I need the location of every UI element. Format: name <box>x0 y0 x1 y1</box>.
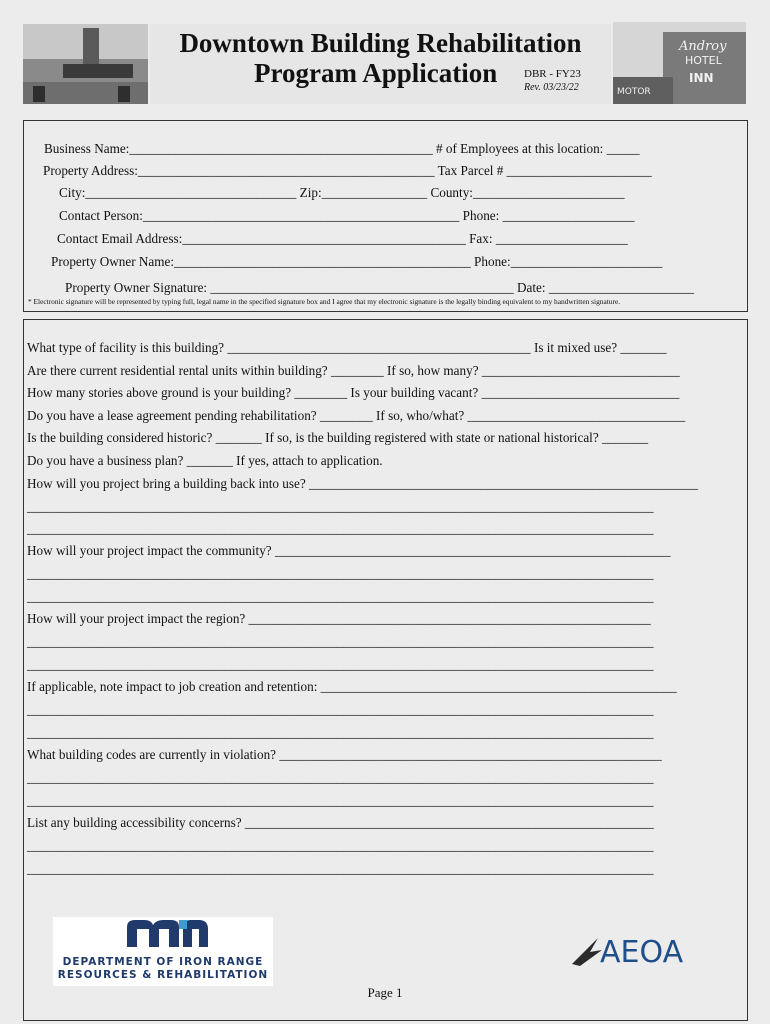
answer-line[interactable]: _______________________________________________________________________________________________ <box>27 793 654 808</box>
answer-line[interactable]: _______________________________________________________________________________________________ <box>27 770 654 785</box>
answer-line[interactable]: _______________________________________________________________________________________________ <box>27 657 654 672</box>
owner-name-line[interactable]: Property Owner Name:_____________________________________________ Phone:_______________________ <box>51 254 663 269</box>
project-questions-box <box>23 319 748 1021</box>
code-violation-question[interactable]: What building codes are currently in violation? __________________________________________________________ <box>27 747 662 762</box>
building-photo-left <box>23 24 148 104</box>
page-number: Page 1 <box>367 985 403 1000</box>
stories-question[interactable]: How many stories above ground is your building? ________ Is your building vacant? ______________________________ <box>27 385 680 400</box>
sign-text-3: INN <box>689 71 714 85</box>
form-code: DBR - FY23 <box>524 68 581 80</box>
community-impact-question[interactable]: How will your project impact the community? ____________________________________________________________ <box>27 543 671 558</box>
answer-line[interactable]: _______________________________________________________________________________________________ <box>27 589 654 604</box>
owner-signature-line[interactable]: Property Owner Signature: ______________________________________________ Date: ______________________ <box>65 280 694 295</box>
hotel-sign-photo <box>613 22 746 104</box>
answer-line[interactable]: _______________________________________________________________________________________________ <box>27 634 654 649</box>
form-code-block <box>524 68 581 94</box>
answer-line[interactable]: _______________________________________________________________________________________________ <box>27 838 654 853</box>
answer-line[interactable]: _______________________________________________________________________________________________ <box>27 521 654 536</box>
sign-text-4: MOTOR <box>617 87 651 97</box>
revision-date: Rev. 03/23/22 <box>524 82 579 93</box>
answer-line[interactable]: _______________________________________________________________________________________________ <box>27 861 654 876</box>
title-line-2: Program Application <box>254 58 498 88</box>
answer-line[interactable]: _______________________________________________________________________________________________ <box>27 566 654 581</box>
iron-range-logo <box>53 917 273 986</box>
job-impact-question[interactable]: If applicable, note impact to job creation and retention: ______________________________________________________ <box>27 679 677 694</box>
property-address-line[interactable]: Property Address:_____________________________________________ Tax Parcel # ______________________ <box>43 163 652 178</box>
accessibility-question[interactable]: List any building accessibility concerns? ______________________________________________________________ <box>27 815 654 830</box>
dept-line-1: DEPARTMENT OF IRON RANGE <box>62 956 264 968</box>
answer-line[interactable]: _______________________________________________________________________________________________ <box>27 702 654 717</box>
business-plan-question[interactable]: Do you have a business plan? _______ If yes, attach to application. <box>27 453 383 468</box>
title-line-1: Downtown Building Rehabilitation <box>179 28 582 58</box>
answer-line[interactable]: _______________________________________________________________________________________________ <box>27 499 654 514</box>
city-line[interactable]: City:________________________________ Zip:________________ County:_______________________ <box>59 185 625 200</box>
historic-question[interactable]: Is the building considered historic? _______ If so, is the building registered with state or national historical? _______ <box>27 430 649 445</box>
esignature-note: * Electronic signature will be represented by typing full, legal name in the specified signature box and I agree that my electronic signature is the legally binding equivalent to my handwritten signature. <box>28 297 621 306</box>
lease-question[interactable]: Do you have a lease agreement pending rehabilitation? ________ If so, who/what? _________________________________ <box>27 408 686 423</box>
title-banner <box>150 24 611 104</box>
rental-units-question[interactable]: Are there current residential rental units within building? ________ If so, how many? ______________________________ <box>27 363 680 378</box>
back-into-use-question[interactable]: How will you project bring a building back into use? ___________________________________________________________ <box>27 476 699 491</box>
sign-text-2: HOTEL <box>685 54 722 67</box>
answer-line[interactable]: _______________________________________________________________________________________________ <box>27 725 654 740</box>
business-name-line[interactable]: Business Name:______________________________________________ # of Employees at this location: _____ <box>44 141 640 156</box>
aeoa-wordmark: AEOA <box>600 935 684 970</box>
sign-text-1: Androy <box>679 39 727 54</box>
applicant-info-box <box>23 120 748 312</box>
dept-line-2: RESOURCES & REHABILITATION <box>57 969 269 981</box>
aeoa-logo <box>570 930 710 970</box>
contact-email-line[interactable]: Contact Email Address:___________________________________________ Fax: ____________________ <box>57 231 628 246</box>
facility-type-question[interactable]: What type of facility is this building? ______________________________________________ Is it mixed use? _______ <box>27 340 667 355</box>
arrowhead-icon <box>572 938 602 966</box>
contact-person-line[interactable]: Contact Person:________________________________________________ Phone: ____________________ <box>59 208 635 223</box>
region-impact-question[interactable]: How will your project impact the region? _____________________________________________________________ <box>27 611 651 626</box>
